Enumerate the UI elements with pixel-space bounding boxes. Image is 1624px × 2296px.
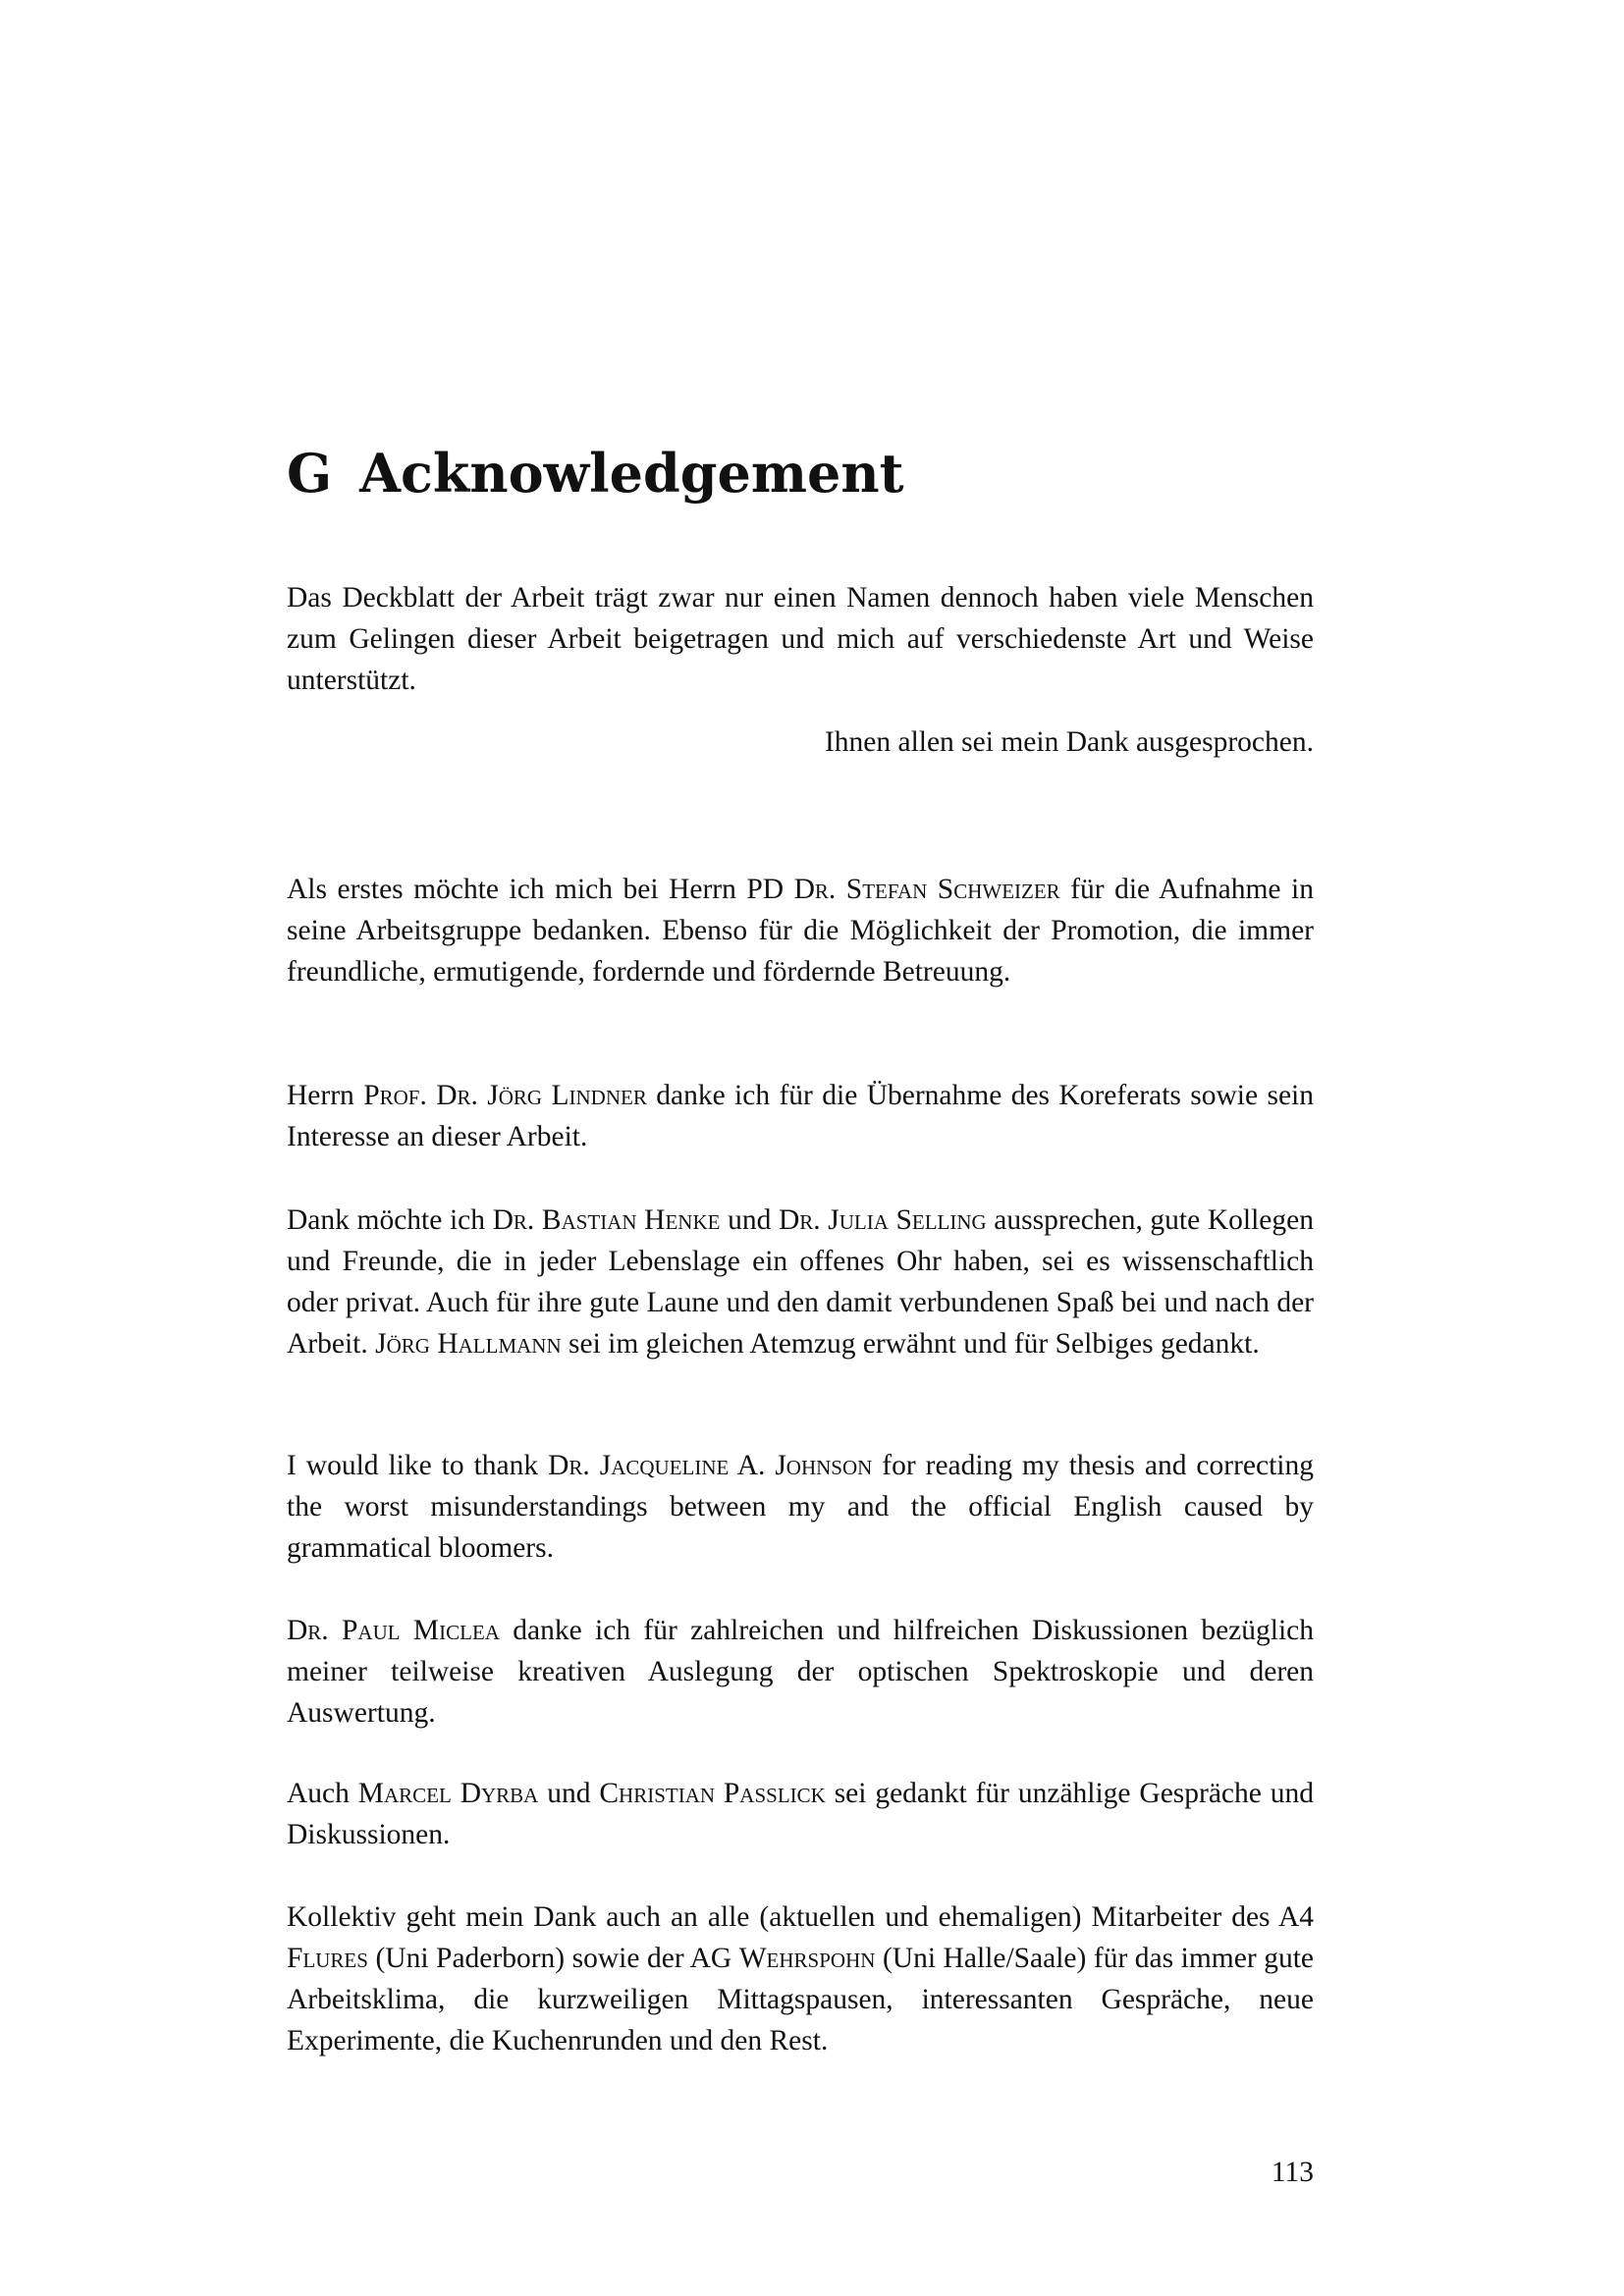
text-segment: Als erstes möchte ich mich bei Herrn PD — [287, 874, 794, 905]
paragraph-discussions — [287, 1610, 1314, 1734]
text-segment: for reading my thesis and correcting the worst misunderstandings between my and the official English caused by grammatical bloomers. — [287, 1450, 1314, 1564]
text-segment: I would like to thank — [287, 1450, 549, 1481]
text-segment: Kollektiv geht mein Dank auch an alle (aktuellen und ehemaligen) Mitarbeiter des A4 — [287, 1901, 1314, 1933]
group-name: Flures — [287, 1943, 368, 1974]
person-name: Dr. Jacqueline A. Johnson — [548, 1450, 873, 1481]
person-name: Dr. Julia Selling — [778, 1204, 987, 1236]
person-name: Jörg Hallmann — [375, 1328, 562, 1360]
group-name: Wehrspohn — [738, 1943, 876, 1974]
intro-paragraph: Das Deckblatt der Arbeit trägt zwar nur einen Namen dennoch haben viele Menschen zum Gelingen dieser Arbeit beigetragen und mich auf verschiedenste Art und Weise unterstützt. — [287, 582, 1314, 696]
text-segment: und — [538, 1778, 600, 1809]
paragraph-supervisor — [287, 869, 1314, 992]
paragraph-proofreader — [287, 1445, 1314, 1569]
paragraph-collective — [287, 1896, 1314, 2061]
text-segment: Dank möchte ich — [287, 1204, 493, 1236]
text-segment: sei gedankt für unzählige Gespräche und Diskussionen. — [287, 1778, 1314, 1850]
paragraph-colleagues — [287, 1200, 1314, 1364]
person-name: Marcel Dyrba — [357, 1778, 539, 1809]
text-segment: (Uni Paderborn) sowie der AG — [367, 1943, 739, 1974]
text-segment: Herrn — [287, 1080, 364, 1111]
text-segment: Auch — [287, 1778, 358, 1809]
text-segment: und — [720, 1204, 779, 1236]
text-segment: (Uni Halle/Saale) für das immer gute Arbeitsklima, die kurzweiligen Mittagspausen, interessanten Gespräche, neue Experimente, die Kuchenrunden und den Rest. — [287, 1943, 1314, 2056]
paragraph-coreferee — [287, 1075, 1314, 1157]
paragraph-conversations — [287, 1773, 1314, 1855]
text-segment: aussprechen, gute Kollegen und Freunde, die in jeder Lebenslage ein offenes Ohr haben, sei es wissenschaftlich oder privat. Auch für ihre gute Laune und den damit verbundenen Spaß bei und nach der Arbeit. — [287, 1204, 1314, 1360]
text-segment: für die Aufnahme in seine Arbeitsgruppe bedanken. Ebenso für die Möglichkeit der Promotion, die immer freundliche, ermutigende, fordernde und fördernde Betreuung. — [287, 874, 1314, 988]
chapter-title: Acknowledgement — [359, 442, 904, 505]
text-segment: sei im gleichen Atemzug erwähnt und für Selbiges gedankt. — [561, 1328, 1260, 1360]
chapter-heading — [287, 442, 904, 505]
person-name: Dr. Stefan Schweizer — [793, 874, 1060, 905]
text-segment: danke ich für die Übernahme des Koreferats sowie sein Interesse an dieser Arbeit. — [287, 1080, 1315, 1152]
person-name: Dr. Paul Miclea — [287, 1615, 500, 1646]
person-name: Prof. Dr. Jörg Lindner — [363, 1080, 647, 1111]
person-name: Christian Passlick — [599, 1778, 826, 1809]
page-number: 113 — [1271, 2157, 1314, 2188]
intro-closing-line: Ihnen allen sei mein Dank ausgesprochen. — [824, 726, 1314, 758]
text-segment: danke ich für zahlreichen und hilfreichen Diskussionen bezüglich meiner teilweise kreativen Auslegung der optischen Spektroskopie und deren Auswertung. — [287, 1615, 1314, 1729]
chapter-letter: G — [287, 442, 333, 505]
person-name: Dr. Bastian Henke — [492, 1204, 721, 1236]
